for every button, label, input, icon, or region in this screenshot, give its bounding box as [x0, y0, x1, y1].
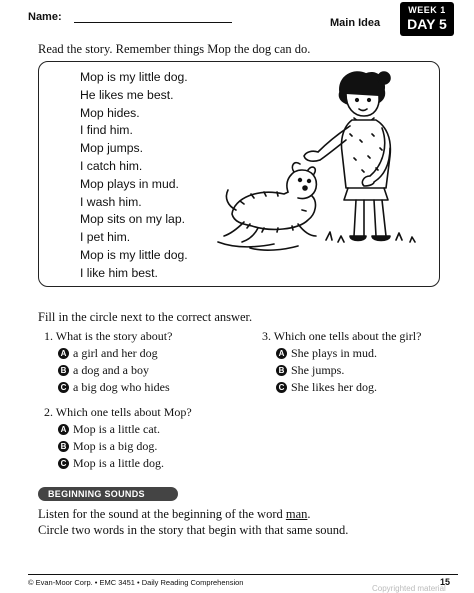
footer-credit: © Evan-Moor Corp. • EMC 3451 • Daily Reading Comprehension — [28, 578, 244, 587]
answer-bubble[interactable]: A — [58, 348, 69, 359]
option-text: a girl and her dog — [73, 346, 158, 360]
story-line: I find him. — [80, 123, 133, 138]
option-text: a dog and a boy — [73, 363, 149, 377]
story-text — [80, 69, 188, 283]
answer-option[interactable] — [58, 346, 158, 361]
line-text: . — [307, 507, 311, 521]
questions-instruction: Fill in the circle next to the correct answer. — [38, 310, 253, 324]
story-line: I like him best. — [80, 265, 158, 280]
answer-bubble[interactable]: B — [58, 441, 69, 452]
name-label: Name: — [28, 11, 62, 23]
answer-bubble[interactable]: C — [58, 458, 69, 469]
story-line: Mop is my little dog. — [80, 70, 188, 84]
story-line: Mop jumps. — [80, 141, 143, 156]
answer-option[interactable] — [58, 422, 160, 437]
story-line: I pet him. — [80, 230, 131, 245]
section-badge: BEGINNING SOUNDS — [38, 487, 178, 501]
option-text: Mop is a big dog. — [73, 439, 158, 453]
question-3: 3. Which one tells about the girl? — [262, 329, 422, 343]
answer-option[interactable] — [276, 363, 344, 378]
girl-and-dog-illustration — [214, 64, 440, 254]
option-text: She jumps. — [291, 363, 345, 377]
week-label: WEEK 1 — [408, 5, 446, 15]
story-line: Mop is my little dog. — [80, 247, 188, 262]
name-write-line — [74, 22, 232, 23]
question-2: 2. Which one tells about Mop? — [44, 405, 192, 419]
answer-bubble[interactable]: B — [276, 365, 287, 376]
answer-option[interactable] — [58, 456, 164, 471]
story-line: Mop plays in mud. — [80, 176, 179, 191]
beginning-sounds-line-1 — [38, 507, 311, 522]
day-label: DAY 5 — [407, 16, 447, 32]
footer-divider — [28, 574, 458, 575]
story-line: I catch him. — [80, 158, 143, 173]
answer-bubble[interactable]: C — [58, 382, 69, 393]
answer-option[interactable] — [58, 363, 149, 378]
answer-bubble[interactable]: C — [276, 382, 287, 393]
story-line: He likes me best. — [80, 87, 174, 102]
line-text: Listen for the sound at the beginning of the word — [38, 507, 286, 521]
answer-option[interactable] — [58, 439, 157, 454]
option-text: Mop is a little cat. — [73, 422, 160, 436]
option-text: a big dog who hides — [73, 380, 170, 394]
watermark: Copyrighted material — [372, 584, 446, 593]
answer-bubble[interactable]: A — [58, 424, 69, 435]
story-line: I wash him. — [80, 194, 142, 209]
answer-bubble[interactable]: A — [276, 348, 287, 359]
answer-option[interactable] — [276, 380, 377, 395]
answer-option[interactable] — [276, 346, 377, 361]
option-text: She plays in mud. — [291, 346, 377, 360]
story-line: Mop sits on my lap. — [80, 212, 185, 227]
story-line: Mop hides. — [80, 105, 140, 120]
beginning-sounds-line-2: Circle two words in the story that begin with that same sound. — [38, 523, 349, 537]
answer-bubble[interactable]: B — [58, 365, 69, 376]
option-text: She likes her dog. — [291, 380, 377, 394]
skill-label: Main Idea — [330, 17, 381, 29]
story-instruction: Read the story. Remember things Mop the dog can do. — [38, 42, 311, 56]
question-1: 1. What is the story about? — [44, 329, 173, 343]
page-number: 15 — [440, 577, 451, 587]
week-day-badge — [400, 2, 454, 36]
answer-option[interactable] — [58, 380, 170, 395]
target-word: man — [285, 507, 308, 521]
option-text: Mop is a little dog. — [73, 456, 164, 470]
